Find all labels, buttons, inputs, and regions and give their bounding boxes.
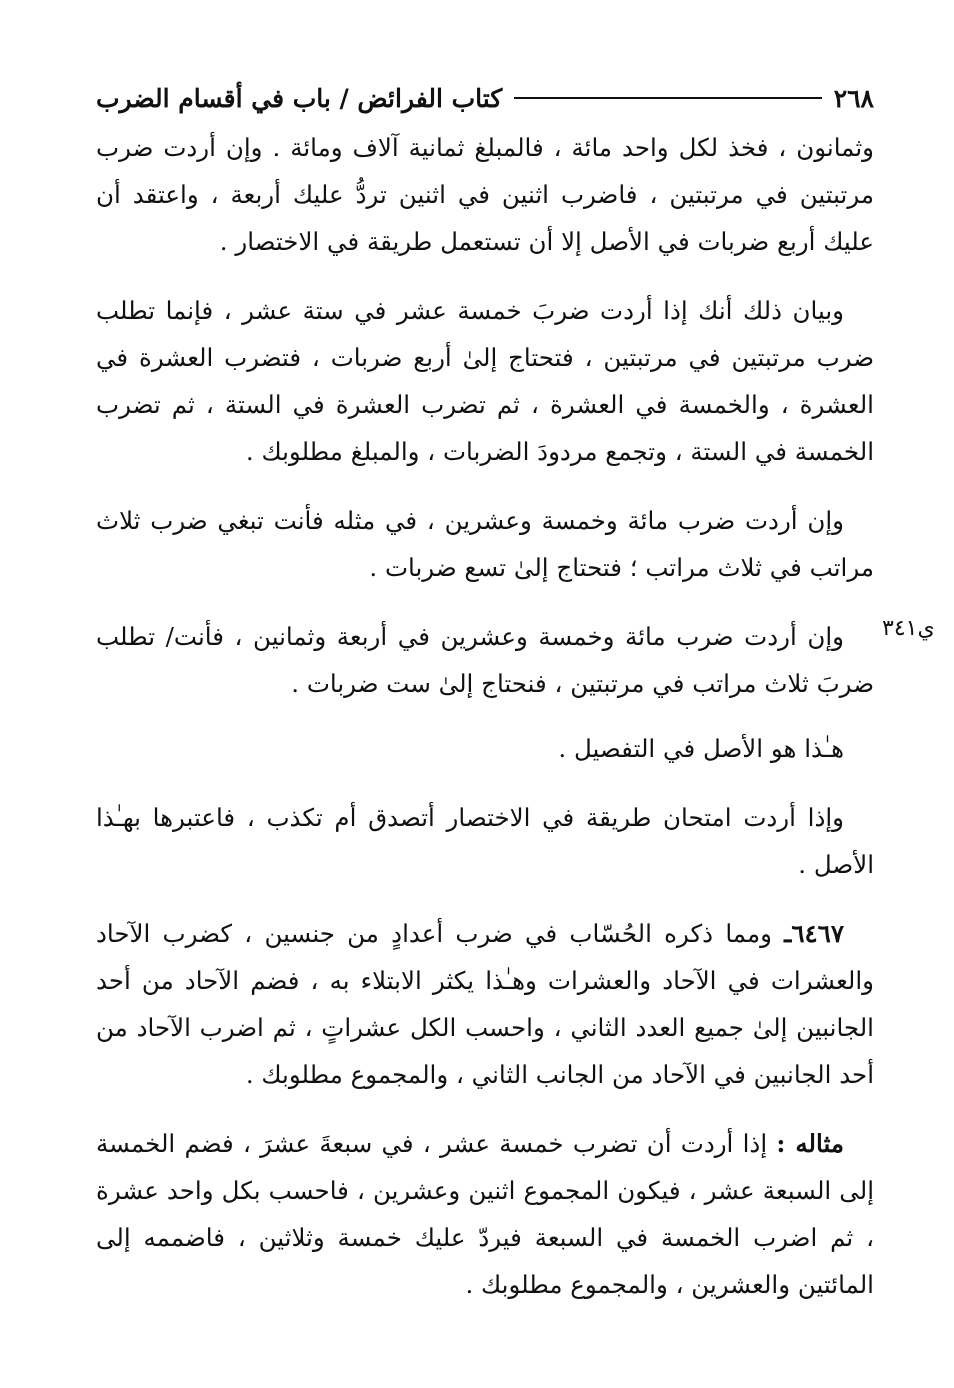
paragraph-text: إذا أردت أن تضرب خمسة عشر ، في سبعةَ عشرَ ، فضم الخمسة إلى السبعة عشر ، فيكون المجموع اثنين وعشرين ، فاحسب بكل واحد عشرة ، ثم اضرب الخمسة في السبعة فيردّ عليك خمسة وثلاثين ، فاضممه إلى المائتين والعشرين ، والمجموع مطلوبك . xyxy=(96,1129,874,1299)
running-header xyxy=(96,78,874,118)
paragraph: وإن أردت ضرب مائة وخمسة وعشرين في أربعة وثمانين ، فأنت/ تطلب ضربَ ثلاث مراتب في مرتبتين ، فنحتاج إلىٰ ست ضربات . xyxy=(96,622,874,698)
example-label: مثاله : xyxy=(776,1129,845,1158)
paragraph: وبيان ذلك أنك إذا أردت ضربَ خمسة عشر في ستة عشر ، فإنما تطلب ضرب مرتبتين في مرتبتين ، فتحتاج إلىٰ أربع ضربات ، فتضرب العشرة في العشرة ، والخمسة في العشرة ، ثم تضرب العشرة في الستة ، ثم تضرب الخمسة في الستة ، وتجمع مردودَ الضربات ، والمبلغ مطلوبك . xyxy=(96,296,874,466)
paragraph: وإذا أردت امتحان طريقة في الاختصار أتصدق أم تكذب ، فاعتبرها بهـٰذا الأصل . xyxy=(96,803,874,879)
numbered-paragraph xyxy=(96,910,874,1098)
page-number: ٢٦٨ xyxy=(833,83,874,113)
page-body xyxy=(96,124,874,1330)
example-paragraph xyxy=(96,1120,874,1308)
chapter-title: كتاب الفرائض / باب في أقسام الضرب xyxy=(96,83,503,113)
header-rule xyxy=(514,97,821,99)
margin-page-reference: ي٣٤١ xyxy=(882,616,935,641)
paragraph-text: ومما ذكره الحُسّاب في ضرب أعدادٍ من جنسين ، كضرب الآحاد والعشرات في الآحاد والعشرات وهـٰذا يكثر الابتلاء به ، فضم الآحاد من أحد الجانبين إلىٰ جميع العدد الثاني ، واحسب الكل عشراتٍ ، ثم اضرب الآحاد من أحد الجانبين في الآحاد من الجانب الثاني ، والمجموع مطلوبك . xyxy=(96,919,874,1089)
paragraph: وإن أردت ضرب مائة وخمسة وعشرين ، في مثله فأنت تبغي ضرب ثلاث مراتب في ثلاث مراتب ؛ فتحتاج إلىٰ تسع ضربات . xyxy=(96,506,874,582)
paragraph: هـٰذا هو الأصل في التفصيل . xyxy=(558,734,844,763)
entry-number: ٦٤٦٧ـ xyxy=(784,919,844,948)
paragraph: وثمانون ، فخذ لكل واحد مائة ، فالمبلغ ثمانية آلاف ومائة . وإن أردت ضرب مرتبتين في مرتبتين ، فاضرب اثنين في اثنين تردُّ عليك أربعة ، واعتقد أن عليك أربع ضربات في الأصل إلا أن تستعمل طريقة في الاختصار . xyxy=(96,133,874,256)
